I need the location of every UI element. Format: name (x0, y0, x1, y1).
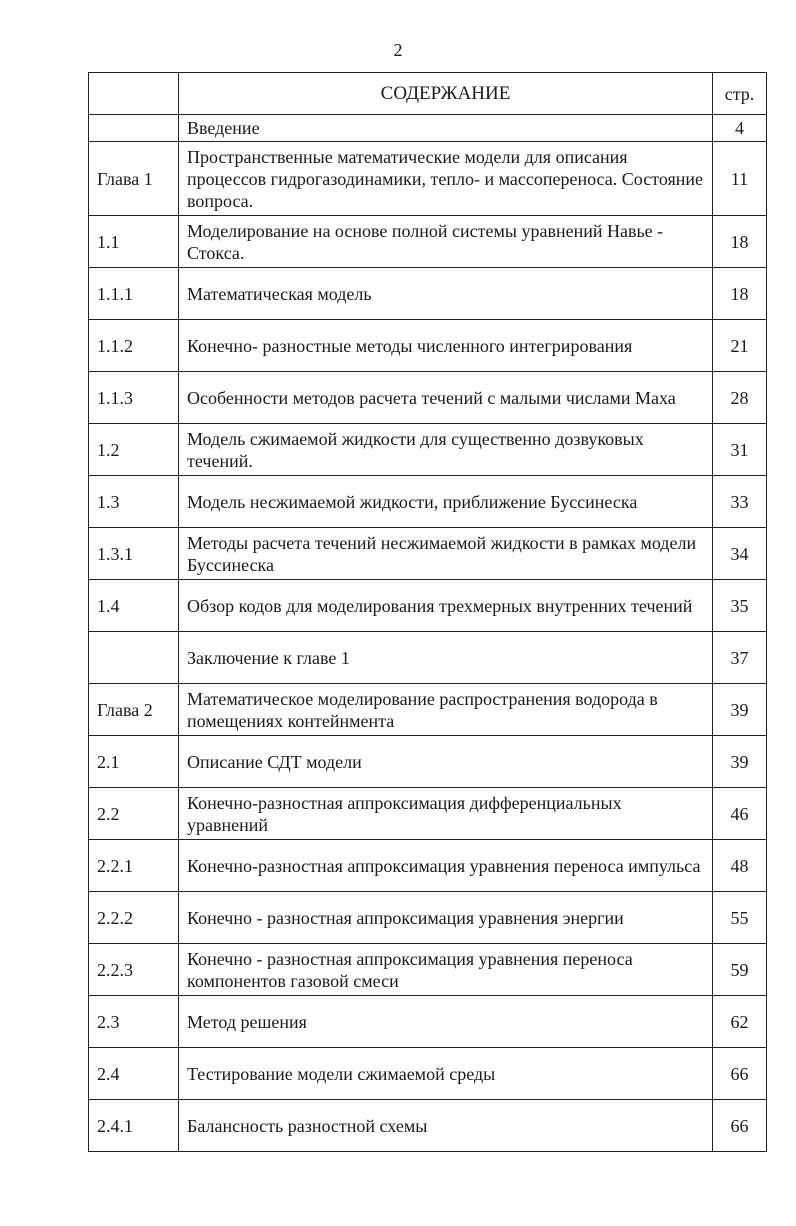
toc-row-page: 35 (713, 580, 767, 632)
toc-row-title: Балансность разностной схемы (179, 1100, 713, 1152)
toc-row-num: Глава 2 (89, 684, 179, 736)
toc-row-page: 66 (713, 1100, 767, 1152)
toc-row (89, 736, 767, 788)
toc-row-num: 1.1.3 (89, 372, 179, 424)
toc-row (89, 216, 767, 268)
toc-row-num: Глава 1 (89, 142, 179, 216)
toc-row-page: 39 (713, 736, 767, 788)
toc-row-page: 4 (713, 115, 767, 142)
toc-row (89, 424, 767, 476)
toc-row-title: Описание СДТ модели (179, 736, 713, 788)
toc-row-title: Конечно - разностная аппроксимация уравнения энергии (179, 892, 713, 944)
toc-row (89, 996, 767, 1048)
toc-row (89, 892, 767, 944)
toc-row-title: Моделирование на основе полной системы уравнений Навье - Стокса. (179, 216, 713, 268)
toc-row-num: 2.2.3 (89, 944, 179, 996)
toc-row-num: 2.4.1 (89, 1100, 179, 1152)
toc-row (89, 320, 767, 372)
toc-row-title: Конечно-разностная аппроксимация дифференциальных уравнений (179, 788, 713, 840)
toc-row-title: Заключение к главе 1 (179, 632, 713, 684)
toc-row-num: 2.4 (89, 1048, 179, 1100)
toc-row-title: Математическая модель (179, 268, 713, 320)
toc-row-page: 11 (713, 142, 767, 216)
toc-row-title: Введение (179, 115, 713, 142)
toc-row (89, 1100, 767, 1152)
toc-page-header: стр. (713, 73, 767, 115)
toc-row-num: 2.2 (89, 788, 179, 840)
toc-row-page: 28 (713, 372, 767, 424)
toc-row-title: Конечно - разностная аппроксимация уравнения переноса компонентов газовой смеси (179, 944, 713, 996)
toc-row-num: 1.1.1 (89, 268, 179, 320)
toc-row-num: 1.1.2 (89, 320, 179, 372)
toc-row-page: 18 (713, 216, 767, 268)
toc-row-page: 34 (713, 528, 767, 580)
toc-row-title: Конечно- разностные методы численного интегрирования (179, 320, 713, 372)
table-of-contents (88, 72, 767, 1152)
toc-row-num: 1.3 (89, 476, 179, 528)
toc-row (89, 476, 767, 528)
toc-row-num: 1.4 (89, 580, 179, 632)
toc-row (89, 684, 767, 736)
toc-row-num: 1.1 (89, 216, 179, 268)
toc-row-page: 46 (713, 788, 767, 840)
toc-row-title: Особенности методов расчета течений с малыми числами Маха (179, 372, 713, 424)
toc-row (89, 632, 767, 684)
toc-row-title: Модель несжимаемой жидкости, приближение Буссинеска (179, 476, 713, 528)
toc-row-page: 66 (713, 1048, 767, 1100)
toc-row (89, 1048, 767, 1100)
toc-row (89, 268, 767, 320)
toc-row-title: Пространственные математические модели для описания процессов гидрогазодинамики, тепло- и массопереноса. Состояние вопроса. (179, 142, 713, 216)
toc-row-num (89, 632, 179, 684)
toc-header-num-cell (89, 73, 179, 115)
toc-row-page: 37 (713, 632, 767, 684)
toc-row (89, 115, 767, 142)
toc-row-page: 33 (713, 476, 767, 528)
toc-row-page: 31 (713, 424, 767, 476)
toc-row (89, 528, 767, 580)
toc-row-title: Математическое моделирование распространения водорода в помещениях контейнмента (179, 684, 713, 736)
toc-row-num (89, 115, 179, 142)
toc-row-title: Обзор кодов для моделирования трехмерных внутренних течений (179, 580, 713, 632)
toc-row-page: 21 (713, 320, 767, 372)
toc-row (89, 788, 767, 840)
toc-row-num: 1.3.1 (89, 528, 179, 580)
toc-row-num: 2.1 (89, 736, 179, 788)
toc-row (89, 944, 767, 996)
toc-row (89, 142, 767, 216)
toc-row-page: 55 (713, 892, 767, 944)
toc-row-num: 2.3 (89, 996, 179, 1048)
toc-row-page: 39 (713, 684, 767, 736)
toc-row-title: Тестирование модели сжимаемой среды (179, 1048, 713, 1100)
toc-row-title: Методы расчета течений несжимаемой жидкости в рамках модели Буссинеска (179, 528, 713, 580)
toc-row (89, 840, 767, 892)
toc-row (89, 580, 767, 632)
toc-row-title: Модель сжимаемой жидкости для существенно дозвуковых течений. (179, 424, 713, 476)
toc-header-row (89, 73, 767, 115)
toc-row-title: Метод решения (179, 996, 713, 1048)
toc-row-num: 2.2.2 (89, 892, 179, 944)
toc-row-num: 2.2.1 (89, 840, 179, 892)
toc-row-page: 62 (713, 996, 767, 1048)
toc-row (89, 372, 767, 424)
toc-row-num: 1.2 (89, 424, 179, 476)
toc-row-page: 48 (713, 840, 767, 892)
page-number: 2 (393, 40, 403, 60)
toc-row-page: 18 (713, 268, 767, 320)
toc-row-title: Конечно-разностная аппроксимация уравнения переноса импульса (179, 840, 713, 892)
toc-row-page: 59 (713, 944, 767, 996)
toc-title: СОДЕРЖАНИЕ (179, 73, 713, 115)
